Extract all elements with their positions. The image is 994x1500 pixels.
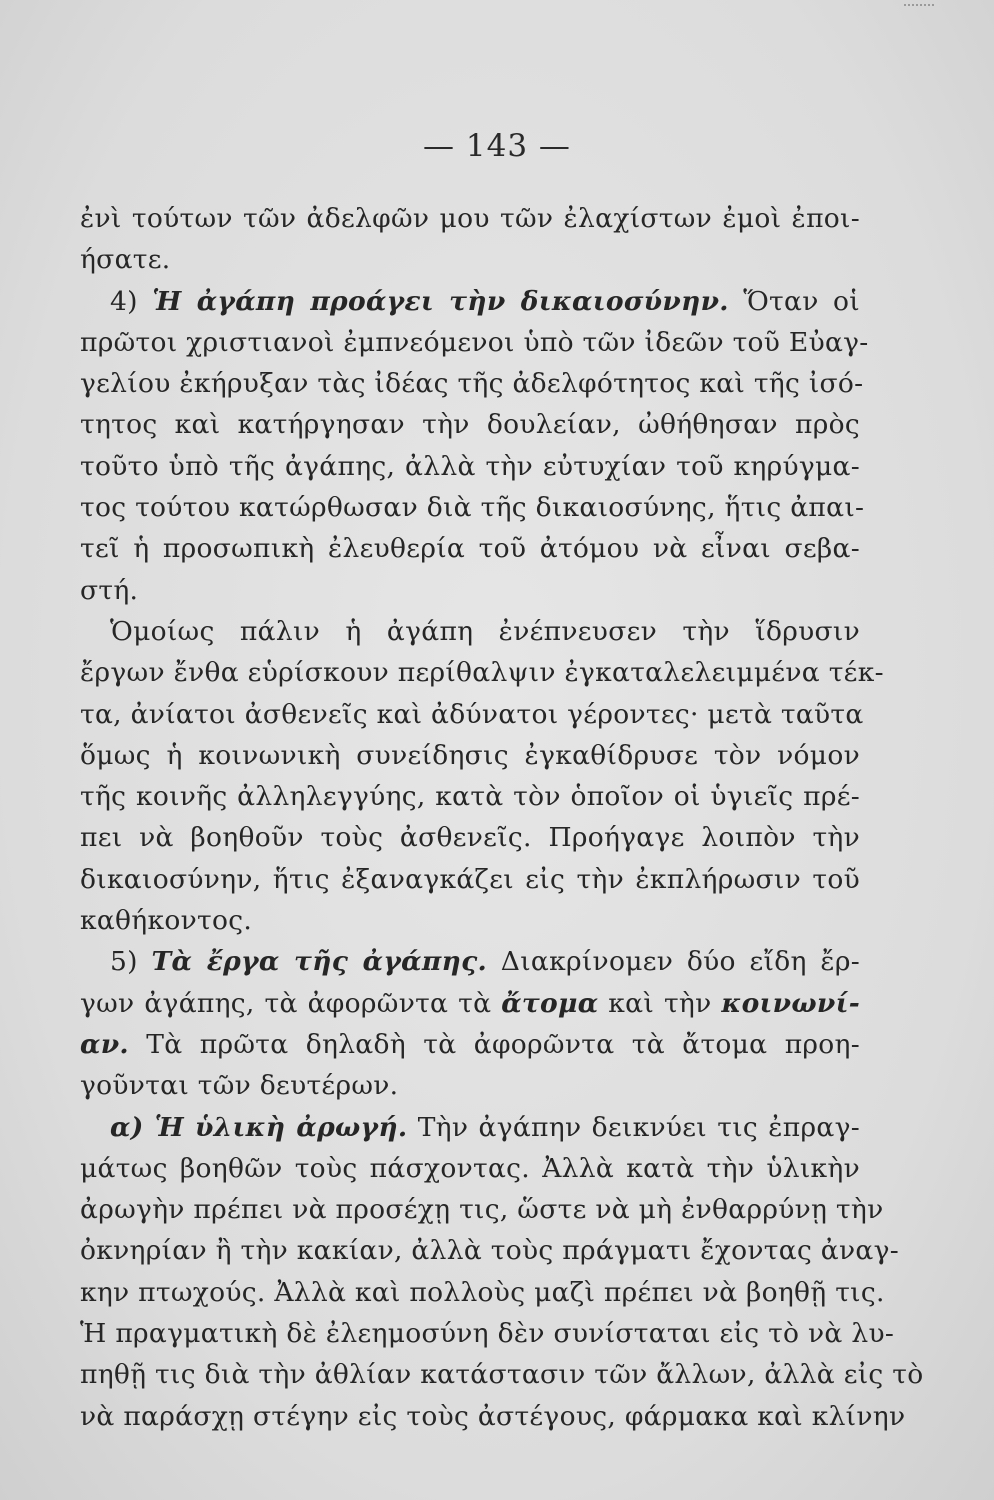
text-segment: 5) (110, 946, 152, 978)
text-line (80, 611, 860, 652)
text-segment: 4) (110, 285, 153, 317)
text-segment: Τὴν ἀγάπην δεικνύει τις ἐπραγ- (407, 1111, 860, 1143)
text-segment: καὶ τὴν (598, 987, 722, 1019)
text-segment: πει νὰ βοηθοῦν τοὺς ἀσθενεῖς. Προήγαγε λοιπὸν τὴν (80, 822, 860, 854)
emphasis-text: αν. (80, 1028, 129, 1060)
text-segment: Ἡ πραγματικὴ δὲ ἐλεημοσύνη δὲν συνίσταται εἰς τὸ νὰ λυ- (80, 1318, 895, 1350)
text-segment: τα, ἀνίατοι ἀσθενεῖς καὶ ἀδύνατοι γέροντες· μετὰ ταῦτα (80, 698, 864, 730)
text-line (80, 1024, 860, 1065)
text-line (80, 487, 865, 528)
text-line (80, 1107, 860, 1148)
text-segment: τος τούτου κατώρθωσαν διὰ τῆς δικαιοσύνης, ἥτις ἀπαι- (80, 492, 865, 524)
text-line (80, 1354, 924, 1395)
emphasis-text: Ἡ ἀγάπη προάγει τὴν δικαιοσύνην. (152, 285, 729, 317)
text-line (80, 1189, 884, 1230)
text-segment: Ὁμοίως πάλιν ἡ ἀγάπη ἐνέπνευσεν τὴν ἵδρυσιν (110, 615, 860, 647)
text-line (80, 1396, 906, 1437)
text-segment: ὀκνηρίαν ἢ τὴν κακίαν, ἀλλὰ τοὺς πράγματι ἔχοντας ἀναγ- (80, 1235, 900, 1267)
text-line (80, 776, 860, 817)
text-segment: μάτως βοηθῶν τοὺς πάσχοντας. Ἀλλὰ κατὰ τὴν ὑλικὴν (80, 1152, 860, 1184)
text-line (80, 900, 860, 941)
page-number: — 143 — (423, 128, 571, 164)
text-segment: γοῦνται τῶν δευτέρων. (80, 1070, 399, 1102)
text-line (80, 322, 869, 363)
text-segment: τοῦτο ὑπὸ τῆς ἀγάπης, ἀλλὰ τὴν εὐτυχίαν τοῦ κηρύγμα- (80, 450, 860, 482)
text-line (80, 1313, 895, 1354)
text-segment: τητος καὶ κατήργησαν τὴν δουλείαν, ὠθήθησαν πρὸς (80, 409, 860, 441)
text-segment: γελίου ἐκήρυξαν τὰς ἰδέας τῆς ἀδελφότητος καὶ τῆς ἰσό- (80, 368, 864, 400)
text-segment: πρῶτοι χριστιανοὶ ἐμπνεόμενοι ὑπὸ τῶν ἰδεῶν τοῦ Εὐαγ- (80, 326, 869, 358)
text-segment: ήσατε. (80, 244, 171, 276)
text-line (80, 198, 860, 239)
text-segment: τῆς κοινῆς ἀλληλεγγύης, κατὰ τὸν ὁποῖον οἱ ὑγιεῖς πρέ- (80, 781, 860, 813)
text-segment: Ὅταν οἱ (728, 285, 860, 317)
text-segment: Διακρίνομεν δύο εἴδη ἔρ- (487, 946, 860, 978)
text-line (80, 859, 860, 900)
text-line (80, 570, 860, 611)
emphasis-text: Τὰ ἔργα τῆς ἀγάπης. (151, 946, 488, 978)
text-line (80, 281, 860, 322)
text-segment: δικαιοσύνην, ἥτις ἐξαναγκάζει εἰς τὴν ἐκπλήρωσιν τοῦ (80, 863, 860, 895)
emphasis-text: ἄτομα (501, 987, 599, 1019)
emphasis-text: α) Ἡ ὑλικὴ ἀρωγή. (110, 1111, 408, 1143)
text-line (80, 1148, 860, 1189)
text-line (80, 1272, 885, 1313)
text-segment: ἐνὶ τούτων τῶν ἀδελφῶν μου τῶν ἐλαχίστων ἐμοὶ ἐποι- (80, 203, 860, 234)
text-segment: τεῖ ἡ προσωπικὴ ἐλευθερία τοῦ ἀτόμου νὰ εἶναι σεβα- (80, 533, 860, 565)
text-line (80, 652, 884, 693)
text-line (80, 446, 860, 487)
text-segment: καθήκοντος. (80, 905, 253, 937)
text-segment: ὅμως ἡ κοινωνικὴ συνείδησις ἐγκαθίδρυσε τὸν νόμον (80, 739, 860, 771)
text-segment: γων ἀγάπης, τὰ ἀφορῶντα τὰ (80, 987, 502, 1019)
text-line (80, 363, 864, 404)
text-line (80, 817, 860, 858)
text-segment: ἀρωγὴν πρέπει νὰ προσέχῃ τις, ὥστε νὰ μὴ ἐνθαρρύνῃ τὴν (80, 1194, 884, 1226)
text-line (80, 694, 864, 735)
text-line (80, 239, 860, 280)
text-line (80, 404, 860, 445)
text-line (80, 1230, 900, 1271)
text-line (80, 983, 860, 1024)
text-segment: πηθῇ τις διὰ τὴν ἀθλίαν κατάστασιν τῶν ἄλλων, ἀλλὰ εἰς τὸ (80, 1359, 924, 1391)
text-segment: ἔργων ἔνθα εὑρίσκουν περίθαλψιν ἐγκαταλελειμμένα τέκ- (80, 657, 884, 689)
text-line (80, 735, 860, 776)
text-segment: Τὰ πρῶτα δηλαδὴ τὰ ἀφορῶντα τὰ ἄτομα προη- (128, 1028, 860, 1060)
text-segment: στή. (80, 574, 139, 606)
text-line (80, 1065, 860, 1106)
text-line (80, 941, 860, 982)
text-line (80, 528, 860, 569)
text-segment: κην πτωχούς. Ἀλλὰ καὶ πολλοὺς μαζὶ πρέπει νὰ βοηθῇ τις. (80, 1276, 885, 1308)
body-text (80, 198, 924, 1437)
corner-smudge (904, 4, 934, 12)
emphasis-text: κοινωνί- (721, 987, 860, 1019)
text-segment: νὰ παράσχῃ στέγην εἰς τοὺς ἀστέγους, φάρμακα καὶ κλίνην (80, 1400, 906, 1432)
